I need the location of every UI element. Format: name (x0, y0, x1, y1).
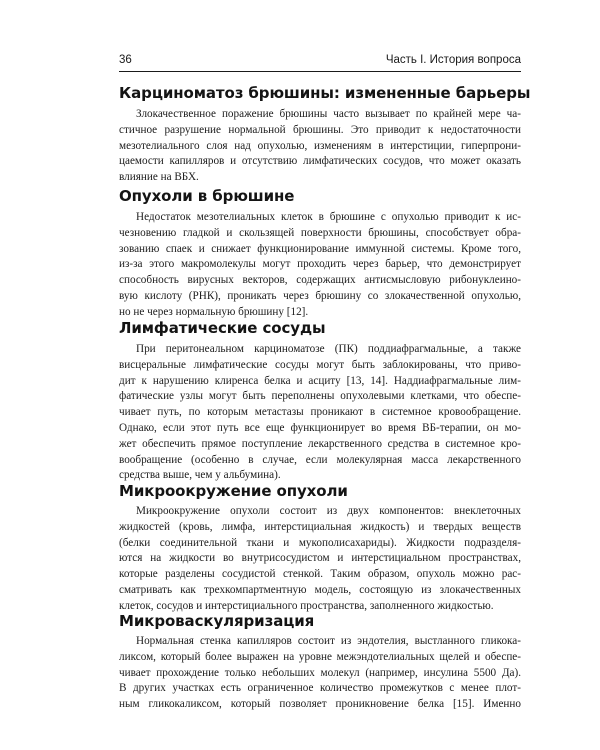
paragraph (119, 634, 521, 713)
paragraph (119, 107, 521, 186)
text-line: (белки соединительной ткани и мукополисахариды). Жидкости подразделя- (119, 536, 521, 549)
text-line: Нормальная стенка капилляров состоит из эндотелия, выстланного гликока- (136, 635, 521, 647)
text-line: Злокачественное поражение брюшины часто вызывает по крайней мере ча- (136, 108, 521, 120)
text-line: зованию спаек и снижает функционирование иммунной системы. Кроме того, (119, 242, 521, 255)
text-line: мезотелиального слоя над опухолью, изменениям в интерстиции, гиперпрони- (119, 139, 521, 152)
text-line: ются на жидкости во внутрисосудистом и интерстициальном пространствах, (119, 552, 521, 565)
text-line: дит к нарушению клиренса белка и асциту [13, 14]. Наддиафрагмальные лим- (119, 374, 521, 387)
text-line: ликсом, который более выражен на уровне межэндотелиальных щелей и обеспе- (119, 650, 521, 663)
section-heading: Карциноматоз брюшины: измененные барьеры (119, 84, 531, 102)
text-line: стичное разрушение нормальной брюшины. Это приводит к недостаточности (119, 123, 521, 136)
text-line: Недостаток мезотелиальных клеток в брюшине с опухолью приводит к ис- (136, 211, 521, 223)
text-line: При перитонеальном карциноматозе (ПК) поддиафрагмальные, а также (136, 343, 521, 355)
text-line: В других участках есть ограниченное количество промежутков с менее плот- (119, 682, 521, 695)
running-title: Часть I. История вопроса (385, 54, 521, 66)
page-number: 36 (119, 54, 132, 66)
section-heading: Лимфатические сосуды (119, 319, 326, 337)
text-line: средства выше, чем у альбумина). (119, 469, 281, 482)
text-line: чивает прохождение только небольших молекул (например, инсулина 5500 Да). (119, 666, 521, 679)
text-line: вообращение (особенно в случае, если молекулярная масса лекарственного (119, 453, 521, 466)
text-line: чезновению гладкой и скользящей поверхности брюшины, способствует обра- (119, 226, 521, 239)
text-line: сматривать как трехкомпартментную модель, состоящую из злокачественных (119, 583, 521, 596)
text-line: чивает путь, по которым метастазы проникают в системное кровообращение. (119, 406, 521, 419)
paragraph (119, 342, 521, 484)
text-line: ным гликокаликсом, который позволяет проникновение белка [15]. Именно (119, 698, 521, 711)
text-line: Микроокружение опухоли состоит из двух компонентов: внеклеточных (136, 505, 521, 517)
text-line: жидкостей (кровь, лимфа, интерстициальная жидкость) и твердых веществ (119, 520, 521, 533)
text-line: которые разделены сосудистой стенкой. Таким образом, опухоль можно рас- (119, 568, 521, 581)
section-heading: Опухоли в брюшине (119, 187, 295, 205)
text-line: цаемости капилляров и отсутствию лимфатических сосудов, что может оказать (119, 155, 521, 168)
running-head (119, 54, 521, 70)
paragraph (119, 210, 521, 321)
text-line: но не через нормальную брюшину [12]. (119, 305, 309, 318)
text-line: вую кислоту (РНК), проникать через брюшину со злокачественной опухолью, (119, 289, 521, 302)
paragraph (119, 504, 521, 615)
section-heading: Микроваскуляризация (119, 612, 315, 630)
text-line: из-за этого макромолекулы могут проходить через барьер, что демонстрирует (119, 258, 521, 271)
text-line: клеток, сосудов и интерстициального пространства, заполненного жидкостью. (119, 599, 494, 612)
text-line: влияние на ВБХ. (119, 171, 199, 184)
text-line: висцеральные лимфатические сосуды могут быть заблокированы, что приво- (119, 358, 521, 371)
text-line: Однако, если этот путь все еще функционирует во время ВБ-терапии, он мо- (119, 421, 521, 434)
text-line: жет обеспечить прямое поступление лекарственного средства в системное кро- (119, 437, 521, 450)
header-rule (119, 71, 521, 72)
text-line: способность вирусных векторов, содержащих антисмысловую рибонуклеино- (119, 274, 521, 287)
section-heading: Микроокружение опухоли (119, 482, 348, 500)
text-line: фатические узлы могут быть переполнены опухолевыми клетками, что обеспе- (119, 390, 521, 403)
